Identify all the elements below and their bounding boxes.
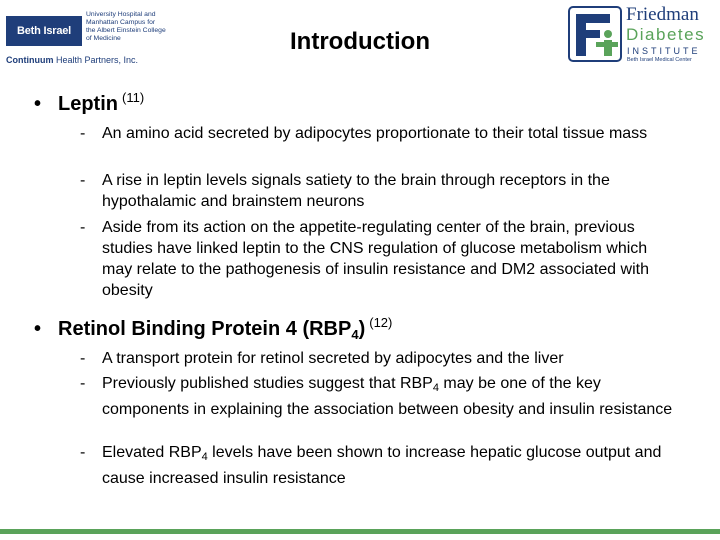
list-item: - Previously published studies suggest that $RBP_4$ may be one of the key components in explaining the association between obesity and insulin resistance: [80, 375, 673, 418]
bullet-rbp4: • Retinol Binding Protein 4 $(RBP_4)$ $^{(12)}$: [34, 315, 393, 342]
list-item: - An amino acid secreted by adipocytes proportionate to their total tissue mass: [80, 125, 648, 142]
bullet-leptin: • Leptin $^{(11)}$: [34, 90, 145, 115]
fdi-institute-label: INSTITUTE: [627, 46, 701, 56]
fdi-affiliation: Beth Israel Medical Center: [627, 57, 692, 63]
list-item: - A rise in leptin levels signals satiety to the brain through receptors in the hypothalamic and brainstem neurons: [80, 172, 610, 210]
beth-israel-affiliation: University Hospital and Manhattan Campus for the Albert Einstein College of Medicine: [86, 11, 166, 42]
fdi-name: Friedman Diabetes: [626, 4, 706, 44]
footer-divider: [0, 529, 720, 534]
list-item: - A transport protein for retinol secreted by adipocytes and the liver: [80, 350, 564, 367]
list-item: - Aside from its action on the appetite-regulating center of the brain, previous studies have linked leptin to the CNS regulation of glucose metabolism which may relate to the pathogenesis of insulin resistance and DM2 associated with obesity: [80, 219, 649, 299]
list-item: - Elevated $RBP_4$ levels have been shown to increase hepatic glucose output and cause increased insulin resistance: [80, 444, 662, 487]
slide-title: Introduction: [290, 28, 430, 55]
beth-israel-badge: Beth Israel: [6, 16, 82, 46]
continuum-tagline: Continuum Health Partners, Inc.: [6, 55, 139, 65]
